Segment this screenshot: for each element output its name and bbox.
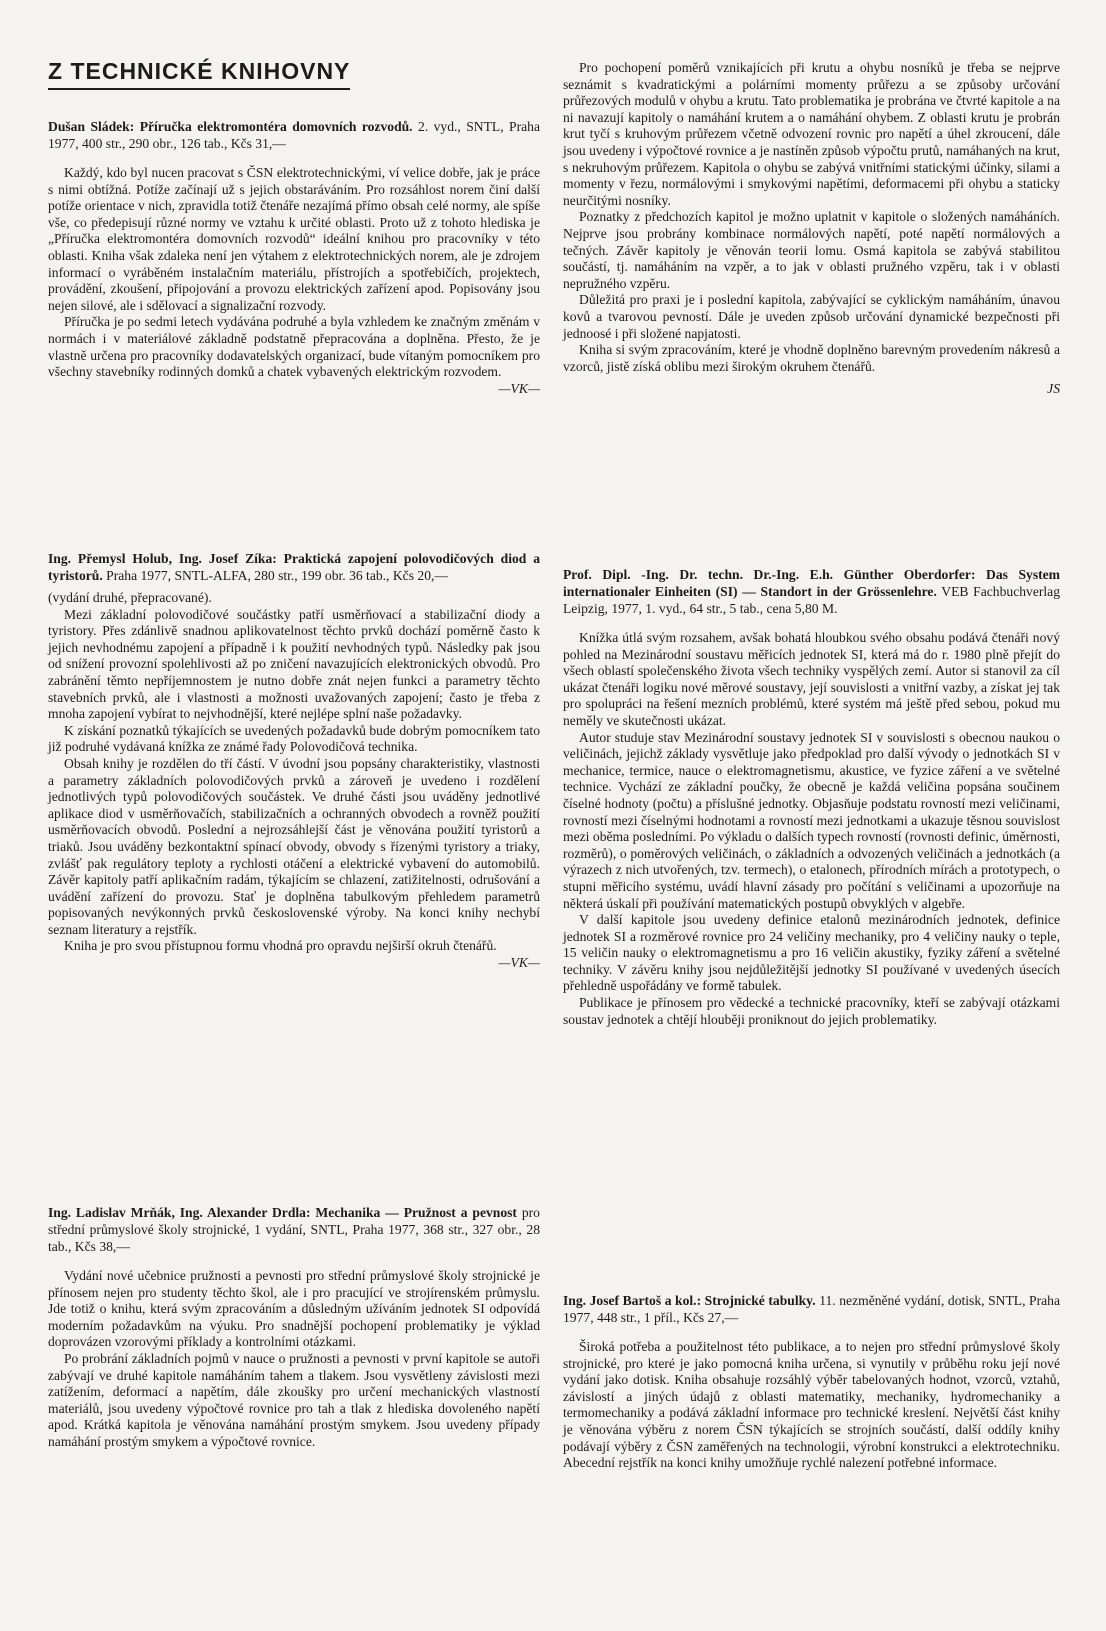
review-mrnak-drdla <box>48 1204 540 1451</box>
review-heading-bold: Dušan Sládek: Příručka elektromontéra domovních rozvodů. <box>48 119 413 134</box>
review-bartos <box>563 1292 1060 1472</box>
review-paragraph: Kniha je pro svou přístupnou formu vhodná pro opravdu nejširší okruh čtenářů. <box>64 938 497 954</box>
review-paragraph: Knížka útlá svým rozsahem, avšak bohatá hloubkou svého obsahu podává čtenáři nový pohled na Mezinárodní soustavu měřicích jednotek SI, která má do r. 1980 plně přejít do všech oblastí společenského života všech techniky vyspělých zemí. Autor si stanovil za cíl ukázat čtenáři logiku nové měrové soustavy, její souvislosti a vnitřní vazby, a získat jej tak pro spolupráci na řešení mezních problémů, které systém má ještě před sebou, pokud mu neměly ve skutečnosti ukázat. <box>563 630 1060 728</box>
review-paragraph: Publikace je přínosem pro vědecké a technické pracovníky, kteří se zabývají otázkami soustav jednotek a chtějí hlouběji proniknout do jejich problematiky. <box>563 995 1060 1027</box>
review-paragraph: Každý, kdo byl nucen pracovat s ČSN elektrotechnickými, ví velice dobře, jak je práce s nimi obtížná. Potíže začínají už s jejich obstaráváním. Pro rozsáhlost norem činí další potíže orientace v nich, zpravidla totiž čtenáře nezajímá přímo obsah celé normy, ale spíše vše, co předepisují různé normy ve vztahu k určité oblasti. Proto už z tohoto hlediska je „Příručka elektromontéra domovních rozvodů“ ideální knihou pro pracovníky v této oblasti. Kniha však zdaleka není jen výtahem z elektrotechnických norem, ale je zdrojem informací o vyráběném instalačním materiálu, přístrojích a spotřebičích, projektech, provádění, zkoušení, připojování a provozu elektrických zařízení apod. Popisovány jsou nejen silové, ale i sdělovací a signalizační rozvody. <box>48 165 540 313</box>
review-signature: JS <box>1047 381 1060 397</box>
review-signature: —VK— <box>498 380 540 396</box>
review-heading <box>563 566 1060 617</box>
review-oberdorfer <box>563 566 1060 1028</box>
review-paragraph: Mezi základní polovodičové součástky patří usměrňovací a stabilizační diody a tyristory. Přes zdánlivě snadnou aplikovatelnost těchto prvků dochází poměrně často k jejich nevhodnému zapojení a případně i k použití nevhodných typů. Následky pak jsou od snížení provozní spolehlivosti až po zničení navazujících elektronických obvodů. Pro zabránění těmto nepříjemnostem je nutno dobře znát nejen funkci a parametry těchto stavebních prvků, ale i vlastnosti a možnosti uvažovaných zapojení; často je třeba z mnoha zapojení vybírat to nejvhodnější, které nejlépe splní naše požadavky. <box>48 606 540 722</box>
review-body <box>563 1339 1060 1472</box>
review-paragraph: Obsah knihy je rozdělen do tří částí. V úvodní jsou popsány charakteristiky, vlastnosti a parametry základních polovodičových prvků a zároveň je uvedeno i rozdělení jednotlivých typů polovodičových součástek. Ve druhé části jsou uváděny jednotlivé aplikace diod v usměrňovačích, stabilizačních a ochranných obvodech a rovněž použití usměrňovacích obvodů. Poslední a nejrozsáhlejší část je věnována použití tyristorů a triaků. Jsou uváděny bezkontaktní spínací obvody, obvody s řízenými tyristory a triaky, zvlášť pak regulátory teploty a rychlosti otáčení a elektrické vybavení do automobilů. Závěr kapitoly patří aplikačním radám, týkajícím se chlazení, zatižitelnosti, odrušování a uvádění zařízení do provozu. Stať je doplněna tabulkovým přehledem parametrů popisovaných nevýkonných prvků československé výroby. Na konci knihy nechybí seznam literatury a rejstřík. <box>48 755 540 937</box>
review-heading-rest: VEB Fachbuchverlag Leipzig, 1977, 1. vyd., 64 str., 5 tab., cena 5,80 M. <box>563 584 1060 616</box>
review-heading <box>563 1292 1060 1326</box>
review-paragraph: Vydání nové učebnice pružnosti a pevnosti pro střední průmyslové školy strojnické je přínosem nejen pro studenty těchto škol, ale i pro pracující ve strojírenském průmyslu. Jde totiž o knihu, která svým zpracováním a důsledným užíváním jednotek SI odpovídá moderním požadavkům na výuku. Pro snadnější pochopení problematiky je výklad doprovázen vzorovými příklady a kontrolními otázkami. <box>48 1268 540 1350</box>
review-body <box>48 165 540 397</box>
review-paragraph: Autor studuje stav Mezinárodní soustavy jednotek SI v souvislosti s obecnou naukou o veličinách, jejichž základy vysvětluje jako předpoklad pro další vývody o jednotkách SI v mechanice, termice, nauce o elektromagnetismu, akustice, ve fyzice záření a ve světelné technice. Vychází ze základní poučky, že obecně je každá veličina popsána součinem číselné hodnoty (počtu) a příslušné jednotky. Objasňuje podstatu rovností mezi veličinami, rovností mezi číselnými hodnotami a rovností mezi jednotkami a ukazuje těsnou souvislost mezi oběma posledními. Po výkladu o dalších typech rovností (rovnosti definic, úměrnosti, rozměrů), o poměrových veličinách, o základních a odvozených veličinách a jednotkách (a výrazech z nich utvořených, tzv. termech), o etalonech, přírodních mírách a prototypech, o stupni měřicího systému, uvádí hlavní zásady pro počítání s veličinami a upozorňuje na některá úskalí při používání matematických postupů obvyklých v algebře. <box>563 729 1060 911</box>
review-heading <box>48 550 540 584</box>
review-heading-bold: Ing. Přemysl Holub, Ing. Josef Zíka: Praktická zapojení polovodičových diod a tyristorů. <box>48 551 540 583</box>
review-body <box>48 590 540 972</box>
review-sladek <box>48 118 540 397</box>
review-signature: —VK— <box>498 955 540 971</box>
review-paragraph: Příručka je po sedmi letech vydávána podruhé a byla vzhledem ke značným změnám v normách i v materiálové základně podstatně přepracována a doplněna. Přesto, že je vlastně určena pro pracovníky dodavatelských organizací, bude vítaným pomocníkem pro všechny stavebníky rodinných domků a chatek vybavených elektrickým rozvodem. <box>48 314 540 380</box>
review-holub-zika <box>48 550 540 972</box>
review-paragraph: Důležitá pro praxi je i poslední kapitola, zabývající se cyklickým namáháním, únavou kovů a tvarovou pevností. Dále je uveden způsob určování dynamické bezpečnosti při jednoosé i při složené napjatosti. <box>563 292 1060 341</box>
review-body <box>48 1268 540 1451</box>
review-heading <box>48 118 540 152</box>
review-edition-note: (vydání druhé, přepracované). <box>48 590 212 605</box>
review-paragraph: Široká potřeba a použitelnost této publikace, a to nejen pro střední průmyslové školy strojnické, pro které je jako pomocná kniha určena, si vynutily v průběhu roku její nové vydání jako dotisk. Kniha obsahuje rozsáhlý výběr tabelovaných hodnot, vzorců, vztahů, závislostí a jiných údajů z oblasti matematiky, mechaniky, hydromechaniky a termomechaniky a podává základní informace pro technické kreslení. Největší část knihy je věnována výběru z norem ČSN týkajících se strojních součástí, další oddíly knihy podávají výběry z ČSN zaměřených na technologii, výrobní konstrukci a elektrotechniku. Abecední rejstřík na konci knihy umožňuje rychlé nalezení potřebné informace. <box>563 1339 1060 1471</box>
review-heading-bold: Ing. Josef Bartoš a kol.: Strojnické tabulky. <box>563 1293 816 1308</box>
review-heading-bold: Ing. Ladislav Mrňák, Ing. Alexander Drdla: Mechanika — Pružnost a pevnost <box>48 1205 517 1220</box>
review-heading-bold: Prof. Dipl. -Ing. Dr. techn. Dr.-Ing. E.h. Günther Oberdorfer: Das System internationaler Einheiten (SI) — Standort in der Grössenlehre. <box>563 567 1060 599</box>
review-paragraph: Po probrání základních pojmů v nauce o pružnosti a pevnosti v první kapitole se autoři zabývají ve druhé kapitole namáháním tahem a tlakem. Jsou vysvětleny závislosti mezi zatížením, deformací a napětím, dále zkoušky pro určení mechanických vlastností materiálů, jsou uvedeny výpočtové rovnice pro tah a tlak z hlediska dovoleného napětí apod. Krátká kapitola je věnována namáhání prostým smykem. Jsou uvedeny případy namáhání prostým smykem a výpočtové rovnice. <box>48 1350 540 1449</box>
review-paragraph: Pro pochopení poměrů vznikajících při krutu a ohybu nosníků je třeba se nejprve seznámit s kvadratickými a polárními momenty průřezu a se způsoby určování průřezových modulů v ohybu a krutu. Tato problematika je probrána ve čtvrté kapitole a na ni navazují kapitoly o namáhání krutem a o namáhání ohybem. Z oblasti krutu je probrán krut tyčí s kruhovým průřezem včetně odvození rovnic pro napětí a úhel zkroucení, dále jsou uvedeny i výpočtové rovnice a je nastíněn způsob výpočtu prutů, namáhaných na krut, s nekruhovým průřezem. Kapitola o ohybu se zabývá vnitřními statickými účinky, silami a momenty v řezu, normálovými i smykovými napětími, deformacemi při ohybu a staticky neurčitými nosníky. <box>563 60 1060 208</box>
review-heading-rest: Praha 1977, SNTL-ALFA, 280 str., 199 obr. 36 tab., Kčs 20,— <box>102 568 448 583</box>
review-body <box>563 630 1060 1028</box>
review-heading-rest: 11. nezměněné vydání, dotisk, SNTL, Praha 1977, 448 str., 1 příl., Kčs 27,— <box>563 1293 1061 1325</box>
review-mrnak-drdla-continued <box>563 60 1060 398</box>
review-paragraph: Kniha si svým zpracováním, které je vhodně doplněno barevným provedením nákresů a vzorců, jistě získá oblibu mezi širokým okruhem čtenářů. <box>563 342 1060 374</box>
review-heading-rest: pro střední průmyslové školy strojnické, 1 vydání, SNTL, Praha 1977, 368 str., 327 obr., 28 tab., Kčs 38,— <box>48 1205 540 1254</box>
review-heading-rest: 2. vyd., SNTL, Praha 1977, 400 str., 290 obr., 126 tab., Kčs 31,— <box>48 119 541 151</box>
review-body <box>563 60 1060 398</box>
section-title: Z TECHNICKÉ KNIHOVNY <box>48 58 350 90</box>
review-paragraph: K získání poznatků týkajících se uvedených požadavků bude dobrým pomocníkem tato již podruhé vydávaná knížka ze známé řady Polovodičová technika. <box>48 722 540 755</box>
review-paragraph: Poznatky z předchozích kapitol je možno uplatnit v kapitole o složených namáháních. Nejprve jsou probrány kombinace normálových napětí, poté napětí normálových a tečných. Závěr kapitoly je věnován teorii lomu. Osmá kapitola se zabývá stabilitou součástí, tj. namáháním na vzpěr, a to jak v oblasti pružného vzpěru, tak i v oblasti nepružného vzpěru. <box>563 209 1060 291</box>
review-paragraph: V další kapitole jsou uvedeny definice etalonů mezinárodních jednotek, definice jednotek SI a rozměrové rovnice pro 24 veličiny mechaniky, pro 4 veličiny nauky o teple, 15 veličin nauky o elektromagnetismu a pro 16 veličin akustiky, fyziky záření a světelné techniky. V závěru knihy jsou nejdůležitější jednotky SI používané v uvedených úsecích přehledně uspořádány ve formě tabulek. <box>563 912 1060 994</box>
review-heading <box>48 1204 540 1255</box>
